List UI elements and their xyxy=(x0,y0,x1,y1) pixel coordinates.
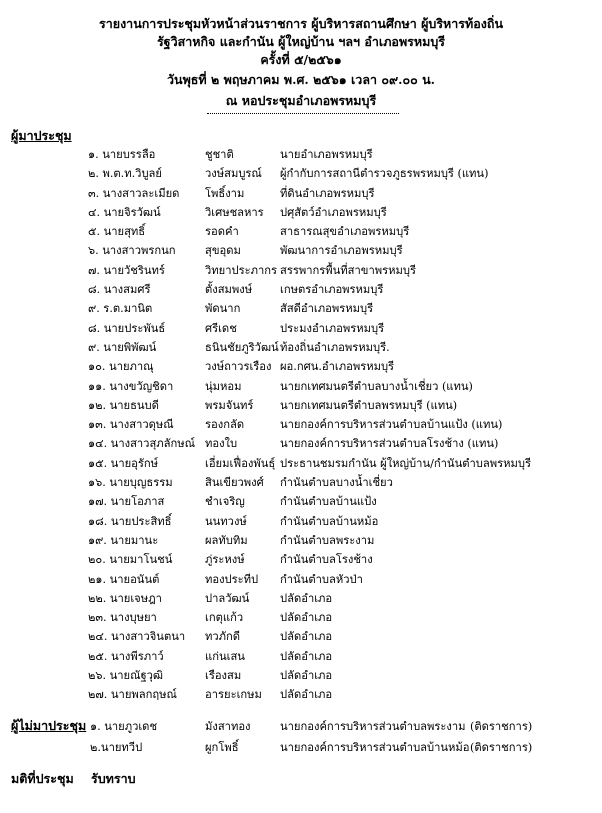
attendee-position: นายอำเภอพรหมบุรี xyxy=(280,148,373,161)
report-subtitle: รัฐวิสาหกิจ และกำนัน ผู้ใหญ่บ้าน ฯลฯ อำเภอพรหมบุรี xyxy=(156,34,446,49)
attendee-position: นายกเทศมนตรีตำบลบางน้ำเชี่ยว (แทน) xyxy=(280,379,473,393)
attendee-row xyxy=(0,184,602,203)
absentees-heading: ผู้ไม่มาประชุม xyxy=(11,718,87,733)
attendee-surname: นุ่มหอม xyxy=(205,379,242,393)
attendee-surname: ชำเจริญ xyxy=(205,495,245,509)
attendee-surname: ตั้งสมพงษ์ xyxy=(205,283,253,297)
attendee-row xyxy=(0,164,602,183)
attendee-name: ๑๒. นายธนบดี xyxy=(88,398,159,412)
attendee-surname: รอดคำ xyxy=(205,225,239,239)
attendee-row xyxy=(0,357,602,376)
absentee-position: นายกองค์การบริหารส่วนตำบลบ้านหม้อ xyxy=(280,741,470,754)
attendee-row xyxy=(0,685,602,704)
attendee-surname: วงษ์สมบูรณ์ xyxy=(205,167,262,181)
attendee-position: นายกองค์การบริหารส่วนตำบลบ้านแป้ง (แทน) xyxy=(280,418,503,432)
attendee-name: ๑๐. นายภาณุ xyxy=(88,360,154,374)
attendee-name: ๑. นายบรรลือ xyxy=(88,148,156,161)
attendee-position: สัสดีอำเภอพรหมบุรี xyxy=(280,302,374,316)
attendee-position: เกษตรอำเภอพรหมบุรี xyxy=(280,283,384,297)
attendee-position: กำนันตำบลบางน้ำเชี่ยว xyxy=(280,476,393,490)
absentee-list xyxy=(0,717,602,759)
attendee-row xyxy=(0,589,602,608)
attendee-surname: พรมจันทร์ xyxy=(205,398,254,412)
attendee-surname: ทองประทีป xyxy=(205,572,259,586)
attendee-position: ปลัดอำเภอ xyxy=(280,611,333,625)
attendee-row xyxy=(0,319,602,338)
attendee-row xyxy=(0,608,602,627)
attendee-position: ท้องถิ่นอำเภอพรหมบุรี. xyxy=(280,340,390,354)
attendee-surname: เกตุแก้ว xyxy=(205,611,244,625)
attendee-surname: ธนินชัยภูริวัฒน์ xyxy=(205,340,279,354)
attendee-position: ปลัดอำเภอ xyxy=(280,688,333,702)
attendee-surname: พัดนาก xyxy=(205,302,241,316)
attendee-name: ๒๓. นางบุษยา xyxy=(88,611,157,625)
absentee-surname: มังสาทอง xyxy=(205,720,251,733)
attendee-surname: ศรีเดช xyxy=(205,321,237,335)
absentee-position: นายกองค์การบริหารส่วนตำบลพระงาม xyxy=(280,720,466,733)
attendee-row xyxy=(0,415,602,434)
attendee-row xyxy=(0,473,602,492)
attendee-name: ๑๘. นายประสิทธิ์ xyxy=(88,514,172,528)
attendee-surname: เอี่ยมเฟื่องพันธุ์ xyxy=(205,456,276,470)
attendee-surname: โพธิ์งาม xyxy=(205,186,245,200)
attendee-position: สรรพากรพื้นที่สาขาพรหมบุรี xyxy=(280,263,416,277)
attendee-surname: ทองใบ xyxy=(205,437,238,451)
attendee-row xyxy=(0,222,602,241)
attendee-name: ๑๙. นายมานะ xyxy=(88,533,159,547)
attendees-heading: ผู้มาประชุม xyxy=(11,128,72,143)
attendee-surname: ทวภักดี xyxy=(205,630,241,644)
attendee-surname: ปาลวัฒน์ xyxy=(205,591,250,605)
attendee-row xyxy=(0,550,602,569)
dotted-divider xyxy=(207,113,399,114)
attendee-position: กำนันตำบลหัวป่า xyxy=(280,572,363,586)
attendee-position: ผอ.กศน.อำเภอพรหมบุรี xyxy=(280,360,395,374)
attendee-row xyxy=(0,647,602,666)
attendee-name: ๒๖. นายณัฐวุฒิ xyxy=(88,669,164,683)
attendee-row xyxy=(0,512,602,531)
attendee-row xyxy=(0,666,602,685)
attendee-name: ๑๓. นางสาวดุษณี xyxy=(88,418,174,432)
attendee-name: ๑๕. นายอุรักษ์ xyxy=(88,456,159,470)
attendee-name: ๑๖. นายบุญธรรม xyxy=(88,476,173,490)
attendee-position: ประธานชมรมกำนัน ผู้ใหญ่บ้าน/กำนันตำบลพรหมบุรี xyxy=(280,456,531,470)
attendee-position: กำนันตำบลโรงช้าง xyxy=(280,553,373,567)
attendee-row xyxy=(0,492,602,511)
attendee-surname: วิทยาประภากร xyxy=(205,263,278,277)
attendee-position: ปลัดอำเภอ xyxy=(280,630,333,644)
attendee-surname: อารยะเกษม xyxy=(205,688,262,702)
attendee-surname: วิเศษชลหาร xyxy=(205,205,264,219)
meeting-number: ครั้งที่ ๕/๒๕๖๑ xyxy=(260,52,342,67)
report-title: รายงานการประชุมหัวหน้าส่วนราชการ ผู้บริหารสถานศึกษา ผู้บริหารท้องถิ่น xyxy=(99,16,503,31)
attendee-row xyxy=(0,377,602,396)
attendee-position: ปลัดอำเภอ xyxy=(280,591,333,605)
attendee-list xyxy=(0,145,602,705)
attendee-row xyxy=(0,531,602,550)
attendee-name: ๒๕. นางพีรภาว์ xyxy=(88,649,164,663)
attendee-position: นายกเทศมนตรีตำบลพรหมบุรี (แทน) xyxy=(280,398,458,412)
attendee-name: ๑๗. นายโอภาส xyxy=(88,495,165,509)
attendee-row xyxy=(0,454,602,473)
attendee-surname: วงษ์ถาวรเรือง xyxy=(205,360,272,374)
attendee-row xyxy=(0,145,602,164)
attendee-name: ๙. นายพิพัฒน์ xyxy=(88,340,157,354)
attendee-surname: ภู่ระหงษ์ xyxy=(205,553,245,567)
attendee-position: พัฒนาการอำเภอพรหมบุรี xyxy=(280,244,403,258)
attendee-surname: ผลทับทิม xyxy=(205,533,248,547)
attendee-surname: รองกลัด xyxy=(205,418,245,432)
attendee-name: ๗. นายวัชรินทร์ xyxy=(88,263,165,277)
attendee-row xyxy=(0,434,602,453)
absentee-row xyxy=(0,738,602,759)
resolution-text: รับทราบ xyxy=(91,771,136,786)
attendee-position: ผู้กำกับการสถานีตำรวจภูธรพรหมบุรี (แทน) xyxy=(280,167,489,181)
attendee-row xyxy=(0,627,602,646)
attendee-surname: นนทวงษ์ xyxy=(205,514,247,528)
absentee-name: ๒.นายทวีป xyxy=(90,741,143,754)
attendee-position: ประมงอำเภอพรหมบุรี xyxy=(280,321,385,335)
attendee-row xyxy=(0,570,602,589)
attendee-row xyxy=(0,241,602,260)
attendee-row xyxy=(0,280,602,299)
attendee-position: กำนันตำบลพระงาม xyxy=(280,533,375,547)
absentee-name: ๑. นายภูวเดช xyxy=(90,720,158,733)
absentee-row xyxy=(0,717,602,738)
attendee-name: ๖. นางสาวพรกนก xyxy=(88,244,176,258)
meeting-venue: ณ หอประชุมอำเภอพรหมบุรี xyxy=(225,93,377,108)
absentee-note: (ติดราชการ) xyxy=(470,741,533,754)
attendee-name: ๒. พ.ต.ท.วิบูลย์ xyxy=(88,167,162,181)
attendee-name: ๑๑. นางขวัญชิดา xyxy=(88,379,174,393)
attendee-name: ๙. ร.ต.มานิต xyxy=(88,302,153,316)
absentee-note: (ติดราชการ) xyxy=(470,720,533,733)
attendee-name: ๕. นายสุทธิ์ xyxy=(88,225,146,239)
attendee-position: กำนันตำบลบ้านแป้ง xyxy=(280,495,377,509)
attendee-position: ปศุสัตว์อำเภอพรหมบุรี xyxy=(280,205,387,219)
resolution-heading: มติที่ประชุม xyxy=(11,771,74,786)
attendee-surname: ชูชาติ xyxy=(205,148,234,161)
attendee-name: ๑๔. นางสาวสุภลักษณ์ xyxy=(88,437,196,451)
meeting-date: วันพุธที่ ๒ พฤษภาคม พ.ศ. ๒๕๖๑ เวลา ๐๙.๐๐ น. xyxy=(167,72,435,87)
attendee-position: ปลัดอำเภอ xyxy=(280,669,333,683)
attendee-position: ที่ดินอำเภอพรหมบุรี xyxy=(280,186,375,200)
attendee-position: นายกองค์การบริหารส่วนตำบลโรงช้าง (แทน) xyxy=(280,437,499,451)
attendee-name: ๒๑. นายอนันต์ xyxy=(88,572,160,586)
absentee-surname: ผูกโพธิ์ xyxy=(205,741,239,754)
attendee-position: ปลัดอำเภอ xyxy=(280,649,333,663)
attendee-row xyxy=(0,338,602,357)
attendee-position: สาธารณสุขอำเภอพรหมบุรี xyxy=(280,225,410,239)
attendee-name: ๓. นางสาวละเมียด xyxy=(88,186,180,200)
attendee-name: ๒๔. นางสาวจินตนา xyxy=(88,630,186,644)
attendee-surname: สุขอุดม xyxy=(205,244,241,258)
attendee-surname: สินเขียวพงศ์ xyxy=(205,476,264,490)
attendee-surname: เรืองสม xyxy=(205,669,242,683)
attendee-name: ๔. นายจิรวัฒน์ xyxy=(88,205,161,219)
attendee-name: ๘. นายประพันธ์ xyxy=(88,321,166,335)
attendee-position: กำนันตำบลบ้านหม้อ xyxy=(280,514,379,528)
attendee-name: ๒๗. นายพลกฤษณ์ xyxy=(88,688,177,702)
attendee-row xyxy=(0,396,602,415)
attendee-name: ๘. นางสมศรี xyxy=(88,283,151,297)
attendee-row xyxy=(0,261,602,280)
attendee-name: ๒๐. นายมาโนชน์ xyxy=(88,553,173,567)
attendee-surname: แก่นเสน xyxy=(205,649,245,663)
attendee-row xyxy=(0,203,602,222)
attendee-name: ๒๒. นายเจษฎา xyxy=(88,591,162,605)
attendee-row xyxy=(0,299,602,318)
